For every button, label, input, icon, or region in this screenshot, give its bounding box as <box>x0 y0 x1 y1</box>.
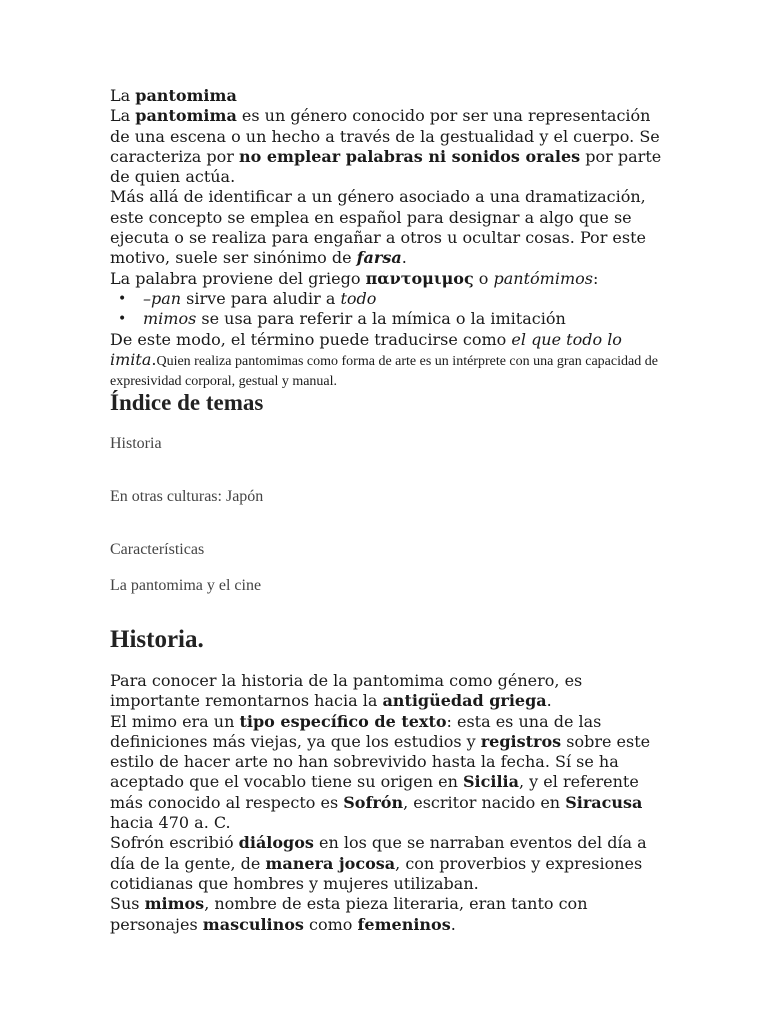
text-run: se usa para referir a la mímica o la imitación <box>196 309 566 329</box>
bold-run: mimos <box>144 894 205 914</box>
list-item <box>110 309 670 329</box>
bold-run: registros <box>480 731 562 751</box>
intro-paragraph-4 <box>110 330 670 391</box>
text-run: : <box>592 268 599 288</box>
text-run: De este modo, el término puede traducirse como <box>110 329 512 349</box>
text-run: hacia 470 a. C. <box>110 813 231 833</box>
historia-heading: Historia. <box>110 626 204 653</box>
intro-paragraph-1 <box>110 106 670 187</box>
text-run: en los que se narraban eventos del día a día de la gente, de <box>110 833 647 873</box>
bold-run: pantomima <box>135 106 237 126</box>
small-text-run: Quien realiza pantomimas como forma de arte es un intérprete con una gran capacidad de expresividad corporal, gestual y manual. <box>110 353 658 390</box>
bold-run: antigüedad griega <box>382 691 547 711</box>
text-run: El mimo era un <box>110 711 240 731</box>
bold-run: Sicilia <box>463 772 519 792</box>
text-run: . <box>401 248 407 268</box>
toc-item-caracteristicas[interactable]: Características <box>110 541 205 558</box>
historia-paragraph-3 <box>110 833 670 894</box>
text-run: es un género conocido por ser una representación de una escena o un hecho a través de la gestualidad y el cuerpo. Se caracteriza por <box>110 106 660 166</box>
text-run: . <box>546 691 552 711</box>
text-run: sobre este estilo de hacer arte no han sobrevivido hasta la fecha. Sí se ha aceptado que el vocablo tiene su origen en <box>110 731 651 792</box>
text-run: La <box>110 106 136 126</box>
text-run: , con proverbios y expresiones cotidianas que hombres y mujeres utilizaban. <box>110 853 643 893</box>
text-run: por parte de quien actúa. <box>110 146 662 187</box>
text-run: La palabra proviene del griego <box>110 268 366 288</box>
italic-run: pantómimos <box>493 268 593 288</box>
title-prefix: La <box>110 86 136 105</box>
historia-paragraph-1 <box>110 671 670 712</box>
intro-paragraph-3 <box>110 269 670 289</box>
text-run: , escritor nacido en <box>403 792 566 812</box>
document-page <box>110 86 670 934</box>
toc-item-japon[interactable]: En otras culturas: Japón <box>110 488 264 505</box>
etymology-list <box>110 289 670 330</box>
bold-run: manera jocosa <box>265 853 396 873</box>
toc-item-cine[interactable]: La pantomima y el cine <box>110 577 262 594</box>
bold-italic-run: farsa <box>356 248 402 268</box>
text-run: , nombre de esta pieza literaria, eran tanto con personajes <box>110 894 588 934</box>
intro-paragraph-2 <box>110 187 670 268</box>
text-run: . <box>151 349 157 369</box>
italic-run: todo <box>340 288 377 308</box>
intro-title <box>110 86 670 106</box>
toc-item-historia[interactable]: Historia <box>110 435 162 452</box>
text-run: , y el referente más conocido al respecto es <box>110 772 639 812</box>
bold-run: Sofrón <box>343 792 404 812</box>
italic-run: mimos <box>143 309 197 329</box>
toc-section <box>110 389 670 609</box>
bold-run: no emplear palabras ni sonidos orales <box>238 146 581 166</box>
toc-heading: Índice de temas <box>110 390 264 415</box>
greek-word: παντομιμος <box>365 268 474 288</box>
intro-section <box>110 86 670 390</box>
text-run: Sus <box>110 894 145 914</box>
bold-run: Siracusa <box>565 792 643 812</box>
text-run: como <box>303 914 358 934</box>
historia-paragraph-2 <box>110 712 670 834</box>
bold-run: diálogos <box>238 833 314 853</box>
bold-run: masculinos <box>202 914 304 934</box>
text-run: . <box>450 914 456 934</box>
text-run: Más allá de identificar a un género asociado a una dramatización, este concepto se emplea en español para designar a algo que se ejecuta o se realiza para engañar a otros u ocultar cosas. Por este motivo, suele ser sinónimo de <box>110 187 646 268</box>
text-run: : esta es una de las definiciones más viejas, ya que los estudios y <box>110 711 602 751</box>
italic-run: el que todo lo imita <box>110 329 622 369</box>
text-run: Sofrón escribió <box>110 833 239 853</box>
bold-run: tipo específico de texto <box>239 711 447 731</box>
bold-run: femeninos <box>357 914 451 934</box>
historia-section <box>110 626 670 935</box>
text-run: sirve para aludir a <box>181 288 341 308</box>
text-run: o <box>473 268 494 288</box>
title-bold: pantomima <box>135 86 237 105</box>
italic-run: –pan <box>143 288 182 308</box>
text-run: Para conocer la historia de la pantomima como género, es importante remontarnos hacia la <box>110 671 583 711</box>
historia-paragraph-4 <box>110 894 670 935</box>
list-item <box>110 289 670 309</box>
